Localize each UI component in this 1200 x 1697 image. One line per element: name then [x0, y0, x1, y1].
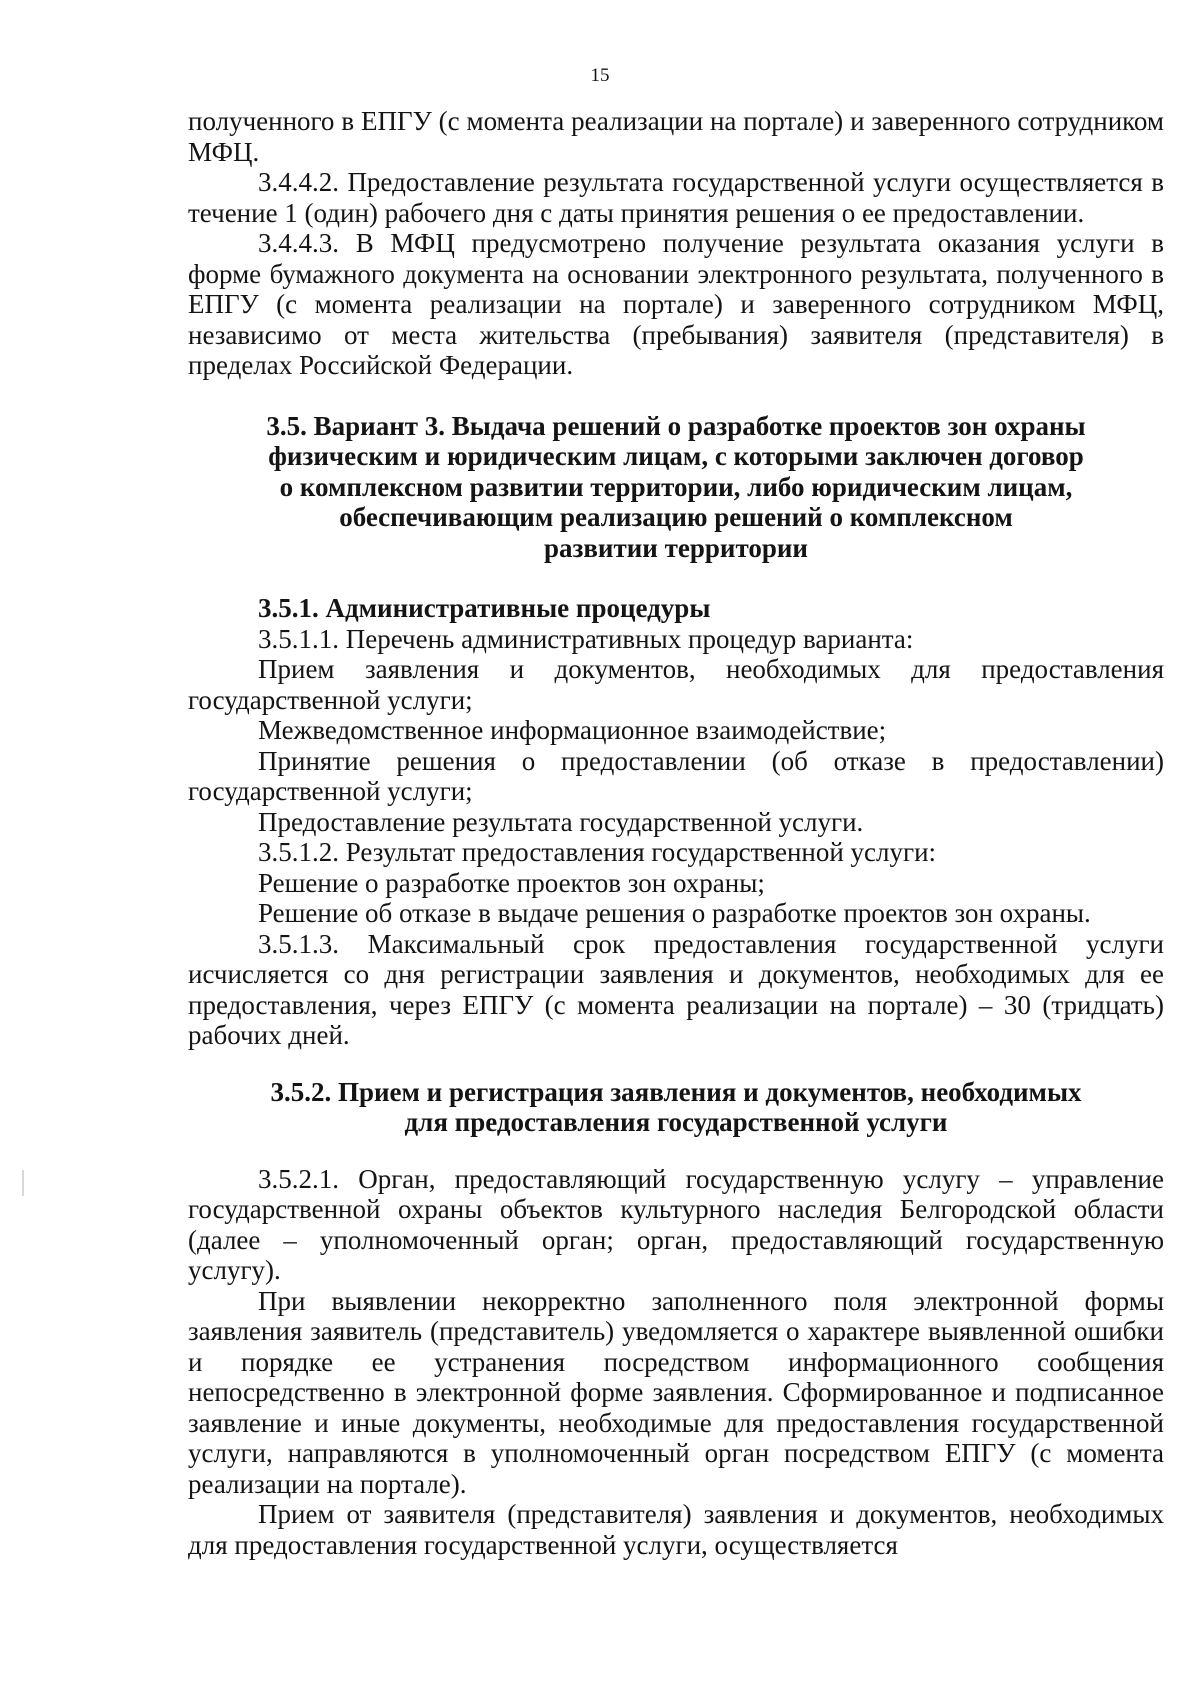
document-body [188, 106, 1164, 1560]
list-item-procedure-1: Прием заявления и документов, необходимых для предоставления государственной услуги; [188, 654, 1164, 715]
list-item-result-2: Решение об отказе в выдаче решения о разработке проектов зон охраны. [258, 898, 1091, 928]
paragraph-3-5-2-1: 3.5.2.1. Орган, предоставляющий государственную услугу – управление государственной охраны объектов культурного наследия Белгородской области (далее – уполномоченный орган; орган, предоставляющий государственную услугу). [188, 1163, 1164, 1285]
paragraph-form-errors: При выявлении некорректно заполненного поля электронной формы заявления заявитель (представитель) уведомляется о характере выявленной ошибки и порядке ее устранения посредством информационного сообщения непосредственно в электронной форме заявления. Сформированное и подписанное заявление и иные документы, необходимые для предоставления государственной услуги, направляются в уполномоченный орган посредством ЕПГУ (с момента реализации на портале). [188, 1285, 1164, 1499]
list-item-procedure-4: Предоставление результата государственной услуги. [258, 806, 864, 837]
list-item-result-1: Решение о разработке проектов зон охраны; [258, 867, 765, 898]
paragraph-3-4-4-2: 3.4.4.2. Предоставление результата государственной услуги осуществляется в течение 1 (один) рабочего дня с даты принятия решения о ее предоставлении. [188, 167, 1164, 228]
section-3-5-heading [188, 411, 1164, 564]
section-3-5-heading-line-1: 3.5. Вариант 3. Выдача решений о разработке проектов зон охраны [266, 410, 1086, 441]
scan-edge-mark [22, 1170, 24, 1196]
paragraph-3-5-1-3: 3.5.1.3. Максимальный срок предоставления государственной услуги исчисляется со дня регистрации заявления и документов, необходимых для ее предоставления, через ЕПГУ (с момента реализации на портале) – 30 (тридцать) рабочих дней. [188, 928, 1164, 1050]
paragraph-reception: Прием от заявителя (представителя) заявления и документов, необходимых для предоставления государственной услуги, осуществляется [188, 1499, 1164, 1560]
paragraph-3-4-4-3: 3.4.4.3. В МФЦ предусмотрено получение результата оказания услуги в форме бумажного документа на основании электронного результата, полученного в ЕПГУ (с момента реализации на портале) и заверенного сотрудником МФЦ, независимо от места жительства (пребывания) заявителя (представителя) в пределах Российской Федерации. [188, 228, 1164, 380]
section-3-5-2-heading [188, 1077, 1164, 1138]
section-3-5-1-heading: 3.5.1. Административные процедуры [258, 593, 711, 623]
section-3-5-heading-line-5: развитии территории [543, 532, 808, 563]
section-3-5-heading-line-3: о комплексном развитии территории, либо юридическим лицам, [279, 471, 1073, 502]
paragraph-3-5-1-1: 3.5.1.1. Перечень административных процедур варианта: [258, 623, 914, 654]
page-number: 15 [590, 65, 610, 86]
section-3-5-heading-line-4: обеспечивающим реализацию решений о комплексном [339, 502, 1013, 532]
paragraph-continuation: полученного в ЕПГУ (с момента реализации на портале) и заверенного сотрудником МФЦ. [188, 106, 1164, 167]
section-3-5-2-heading-line-2: для предоставления государственной услуги [404, 1107, 948, 1137]
list-item-procedure-2: Межведомственное информационное взаимодействие; [258, 715, 887, 745]
list-item-procedure-3: Принятие решения о предоставлении (об отказе в предоставлении) государственной услуги; [188, 745, 1164, 806]
section-3-5-heading-line-2: физическим и юридическим лицам, с которыми заключен договор [268, 441, 1084, 471]
paragraph-3-5-1-2: 3.5.1.2. Результат предоставления государственной услуги: [258, 837, 937, 867]
section-3-5-2-heading-line-1: 3.5.2. Прием и регистрация заявления и документов, необходимых [270, 1076, 1082, 1107]
